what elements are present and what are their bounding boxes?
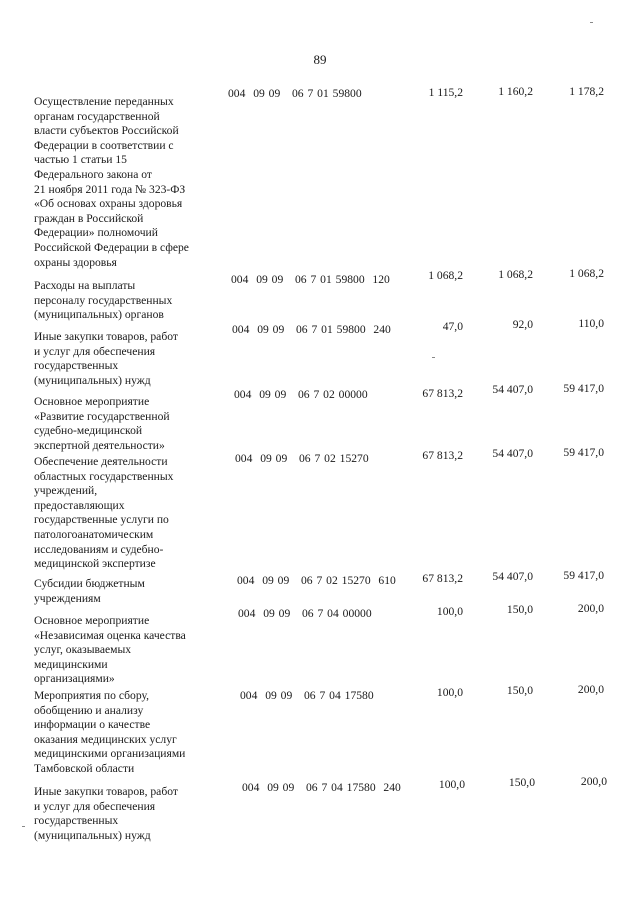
row-value-3: 59 417,0 xyxy=(563,569,604,582)
row-value-1: 67 813,2 xyxy=(422,387,463,400)
row-description: Субсидии бюджетным учреждениям xyxy=(34,577,145,605)
row-value-3: 1 178,2 xyxy=(569,85,604,98)
row-value-1: 1 115,2 xyxy=(428,86,463,99)
row-value-2: 54 407,0 xyxy=(492,570,533,583)
row-value-1: 1 068,2 xyxy=(428,269,463,282)
row-description: Расходы на выплаты персоналу государственных (муниципальных) органов xyxy=(34,279,173,322)
page-number: 89 xyxy=(313,52,327,67)
row-code: 004 09 09 06 7 04 17580 xyxy=(240,689,374,702)
row-value-2: 150,0 xyxy=(506,603,533,616)
row-value-1: 67 813,2 xyxy=(422,449,463,462)
row-value-3: 200,0 xyxy=(577,683,604,696)
row-code: 004 09 09 06 7 02 15270 610 xyxy=(237,574,396,587)
scan-speck xyxy=(590,22,593,23)
row-code: 004 09 09 06 7 04 17580 240 xyxy=(242,781,401,794)
row-code: 004 09 09 06 7 02 00000 xyxy=(234,388,368,401)
row-value-2: 150,0 xyxy=(506,684,533,697)
row-description: Осуществление переданных органам государственной власти субъектов Российской Федерации в соответствии с частью 1 статьи 15 Федерального закона от 21 ноября 2011 года № 323-ФЗ «Об основах охраны здоровья граждан в Российской Федерации» полномочий Российской Федерации в сфере охраны здоровья xyxy=(34,95,189,269)
row-value-3: 59 417,0 xyxy=(563,382,604,395)
row-value-3: 200,0 xyxy=(580,775,607,788)
row-code: 004 09 09 06 7 04 00000 xyxy=(238,607,372,620)
row-description: Иные закупки товаров, работ и услуг для обеспечения государственных (муниципальных) нужд xyxy=(34,330,178,387)
row-description: Основное мероприятие «Независимая оценка качества услуг, оказываемых медицинскими организациями» xyxy=(34,614,186,686)
row-description: Основное мероприятие «Развитие государственной судебно-медицинской экспертной деятельности» xyxy=(34,395,170,452)
row-code: 004 09 09 06 7 01 59800 120 xyxy=(231,273,390,286)
row-value-1: 100,0 xyxy=(436,605,463,618)
row-value-3: 1 068,2 xyxy=(569,267,604,280)
row-code: 004 09 09 06 7 01 59800 240 xyxy=(232,323,391,336)
row-value-1: 100,0 xyxy=(438,778,465,791)
row-description: Обеспечение деятельности областных государственных учреждений, предоставляющих государственные услуги по патологоанатомическим исследованиям и судебно- медицинской экспертизе xyxy=(34,455,174,571)
row-value-2: 150,0 xyxy=(508,776,535,789)
row-code: 004 09 09 06 7 01 59800 xyxy=(228,87,362,100)
row-value-2: 54 407,0 xyxy=(492,383,533,396)
row-code: 004 09 09 06 7 02 15270 xyxy=(235,452,369,465)
row-description: Мероприятия по сбору, обобщению и анализу информации о качестве оказания медицинских услуг медицинскими организациями Тамбовской области xyxy=(34,689,186,775)
row-description: Иные закупки товаров, работ и услуг для обеспечения государственных (муниципальных) нужд xyxy=(34,785,178,842)
row-value-3: 200,0 xyxy=(577,602,604,615)
row-value-1: 100,0 xyxy=(436,686,463,699)
row-value-2: 92,0 xyxy=(512,318,533,331)
row-value-3: 59 417,0 xyxy=(563,446,604,459)
row-value-1: 47,0 xyxy=(442,320,463,333)
scan-speck xyxy=(432,357,435,358)
row-value-2: 54 407,0 xyxy=(492,447,533,460)
row-value-2: 1 068,2 xyxy=(498,268,533,281)
row-value-3: 110,0 xyxy=(578,317,604,330)
row-value-1: 67 813,2 xyxy=(422,572,463,585)
scan-speck xyxy=(22,826,25,827)
row-value-2: 1 160,2 xyxy=(498,85,533,98)
